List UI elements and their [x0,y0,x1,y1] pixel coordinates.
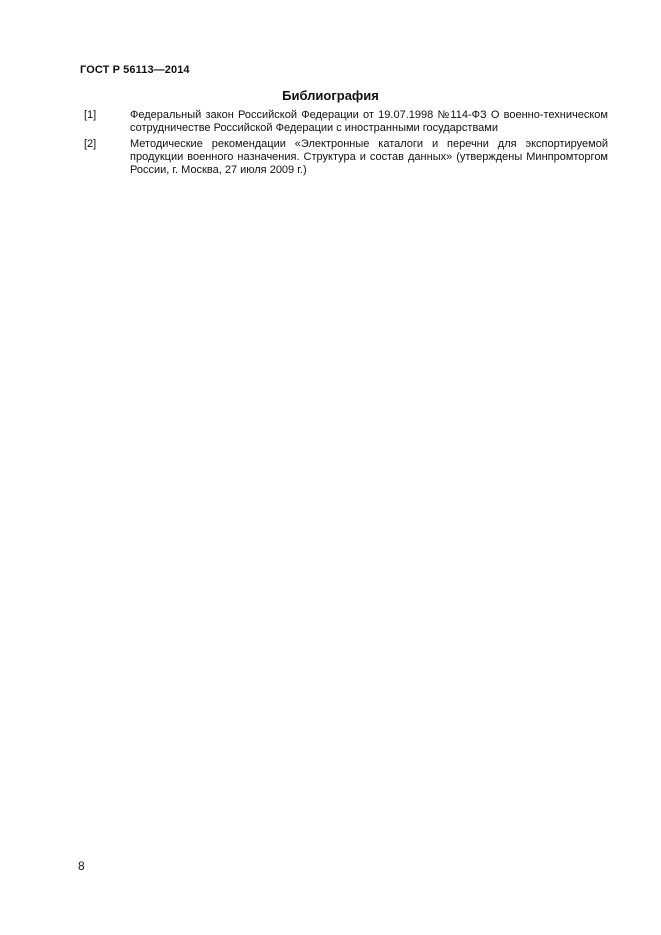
entry-number: [2] [84,138,97,150]
bibliography-entry [80,138,608,177]
page-number: 8 [78,859,85,873]
bibliography-entry [80,109,608,135]
entry-number: [1] [84,109,97,121]
entry-text: Федеральный закон Российской Федерации от 19.07.1998 №114-ФЗ О военно-техническом сотрудничестве Российской Федерации с иностранными государствами [130,109,608,134]
entry-text: Методические рекомендации «Электронные каталоги и перечни для экспортируемой продукции военного назначения. Структура и состав данных» (утверждены Минпромторгом России, г. Москва, 27 июля 2009 г.) [130,138,608,176]
document-code: ГОСТ Р 56113—2014 [80,64,190,76]
bibliography-list [80,109,608,180]
section-title: Библиография [282,88,379,103]
